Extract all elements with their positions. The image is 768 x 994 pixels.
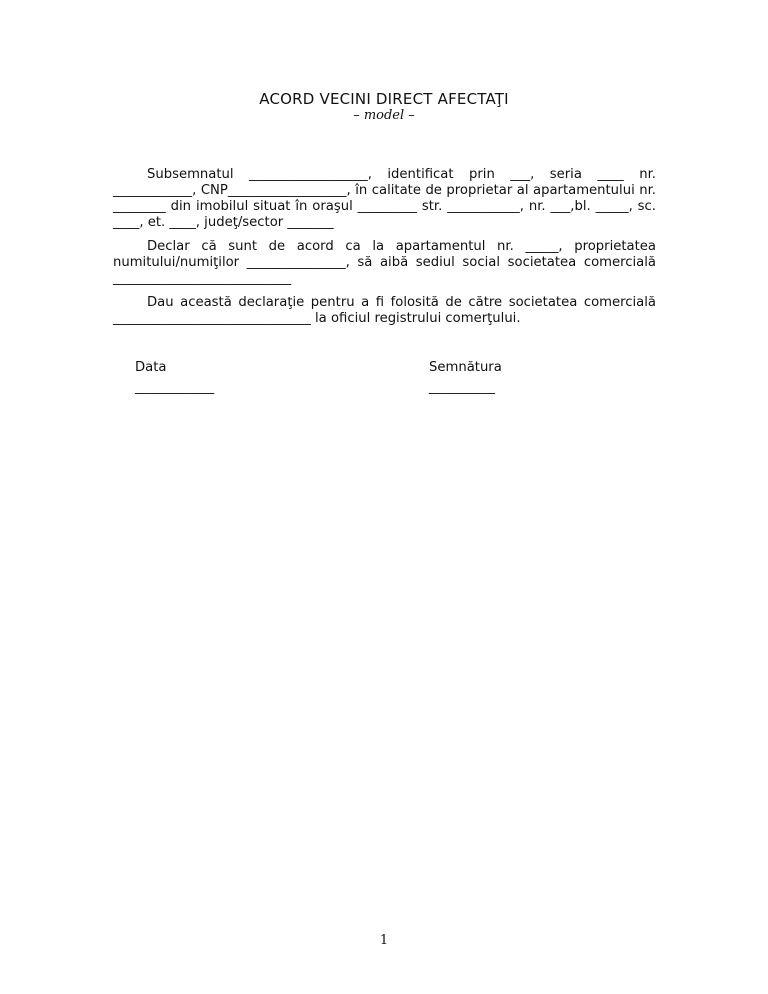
page-number: 1 [379, 933, 389, 948]
paragraph-agreement: Declar că sunt de acord ca la apartamentul nr. _____, proprietatea numitului/numiţilor _______________, să aibă sediul social societatea comercială ___________________________ [113, 239, 656, 286]
paragraph-purpose: Dau această declaraţie pentru a fi folosită de către societatea comercială ______________________________ la oficiul registrului comerţului. [113, 295, 656, 326]
document-title: ACORD VECINI DIRECT AFECTAŢI [259, 90, 509, 108]
signature-block [429, 358, 502, 398]
date-label: Data [135, 360, 167, 375]
signature-line: __________ [429, 380, 495, 395]
document-body [113, 167, 656, 335]
date-block [135, 358, 214, 398]
paragraph-declarant-identity: Subsemnatul __________________, identificat prin ___, seria ____ nr. ____________, CNP__________________, în calitate de proprietar al apartamentului nr. ________ din imobilul situat în oraşul _________ str. ___________, nr. ___,bl. _____, sc. ____, et. ____, judeţ/sector _______ [113, 167, 656, 230]
signature-label: Semnătura [429, 360, 502, 375]
date-line: ____________ [135, 380, 215, 395]
document-subtitle: – model – [353, 108, 415, 123]
